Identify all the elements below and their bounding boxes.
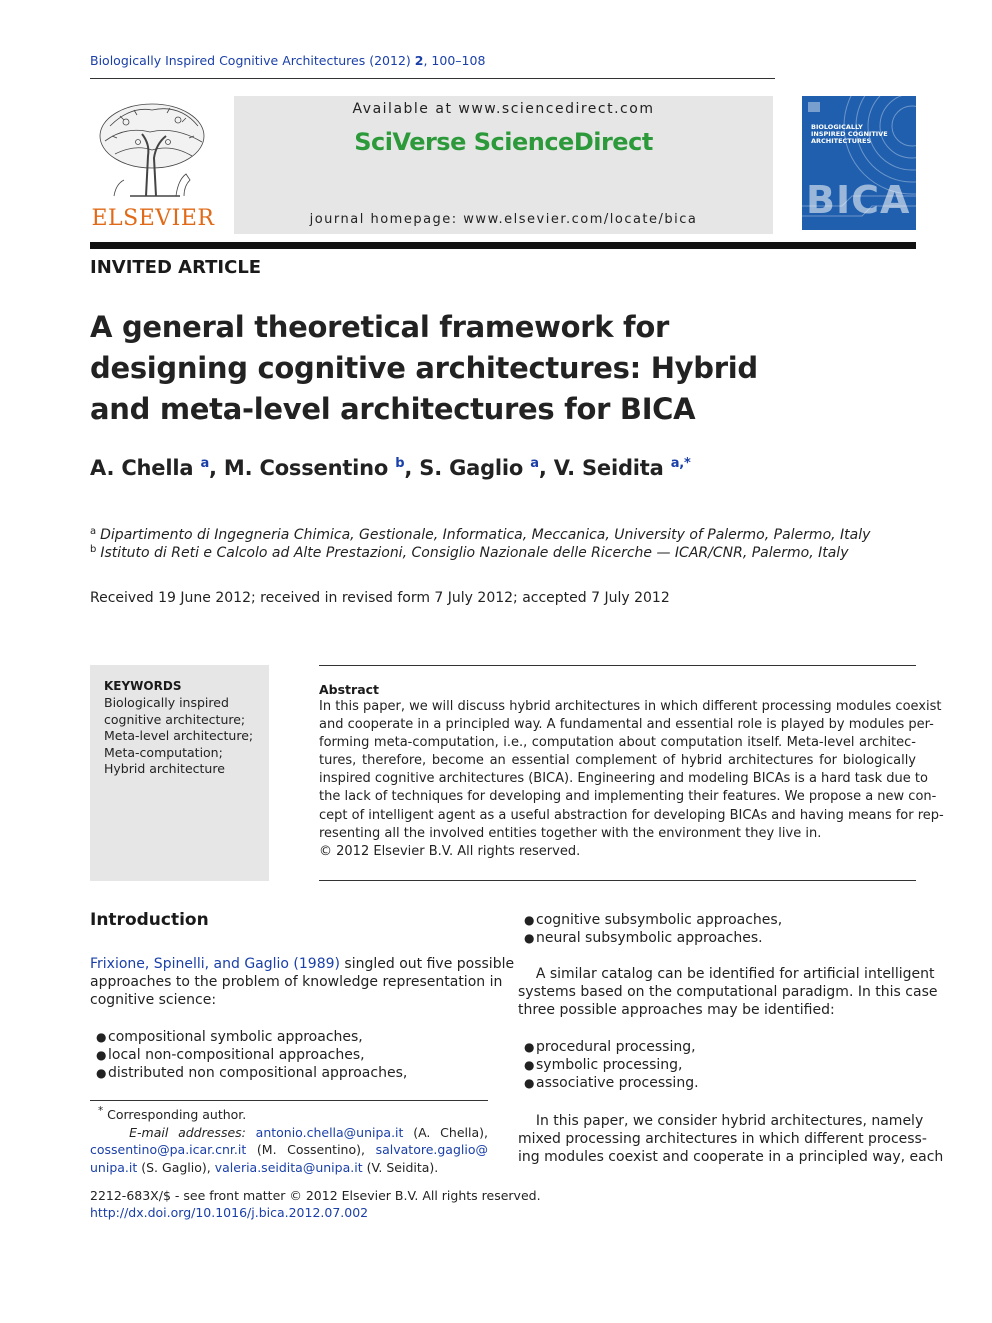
email-owner: (S. Gaglio), [141,1159,211,1175]
list-item [96,1028,488,1046]
footnote-line [90,1159,488,1177]
available-at-text[interactable]: Available at www.sciencedirect.com [352,101,655,117]
affiliation [90,544,848,561]
paragraph-line: mixed processing architectures in which different process- [518,1131,927,1148]
paragraph-line [90,955,515,973]
header-thick-divider [90,242,916,249]
bullet-icon: ● [96,1048,107,1063]
abstract-line: and cooperate in a principled way. A fundamental and essential role is played by modules per- [319,717,934,733]
top-divider [90,78,775,79]
processing-list [524,1038,916,1092]
journal-homepage[interactable]: journal homepage: www.elsevier.com/locate/bica [309,212,698,227]
title-line: designing cognitive architectures: Hybrid [90,351,758,385]
journal-pages: , 100–108 [423,53,486,68]
abstract-line: tures, therefore, become an essential complement of hybrid architectures for biologically [319,753,916,769]
author-affiliation-mark[interactable]: a [200,456,210,471]
list-item-text: symbolic processing, [536,1057,683,1074]
list-item [524,911,916,929]
abstract-line: cept of intelligent agent as a useful abstraction for developing BICAs and having means for rep- [319,807,944,823]
intro-paragraph-3 [518,1112,944,1166]
list-item-text: local non-compositional approaches, [108,1047,365,1064]
elsevier-tree-icon [90,96,218,204]
sciencedirect-banner [234,96,773,234]
elsevier-logo[interactable] [90,96,218,234]
journal-name[interactable]: Biologically Inspired Cognitive Architectures (2012) [90,53,411,68]
author-affiliation-mark[interactable]: a [530,456,539,471]
keyword-line: Hybrid architecture [104,761,225,776]
abstract-line: In this paper, we will discuss hybrid architectures in which different processing modules coexist [319,699,942,714]
list-item-text: associative processing. [536,1075,699,1092]
list-item-text: compositional symbolic approaches, [108,1029,363,1045]
list-item [524,1056,916,1074]
affiliation-text: Istituto di Reti e Calcolo ad Alte Prestazioni, Consiglio Nazionale delle Ricerche — ICAR/CNR, Palermo, Italy [100,545,849,561]
title-line: and meta-level architectures for BICA [90,392,696,426]
journal-cover[interactable] [802,96,916,230]
keyword-line: Biologically inspired [104,695,229,710]
abstract-body [319,698,944,861]
bullet-icon: ● [524,1040,535,1054]
list-item [96,1064,488,1082]
author-name[interactable]: V. Seidita [553,456,664,480]
footnote-line [90,1124,488,1142]
abstract-line: forming meta-computation, i.e., computation about computation itself. Meta-level architec- [319,735,916,751]
keyword-line: Meta-computation; [104,744,223,760]
affiliation-mark: a [90,526,97,537]
article-type: INVITED ARTICLE [90,257,262,278]
intro-paragraph-2 [518,965,938,1019]
footnote-line [90,1103,488,1124]
email-owner: (A. Chella), [413,1124,488,1140]
paragraph-line: systems based on the computational paradigm. In this case [518,984,938,1001]
list-item-text: distributed non compositional approaches, [108,1065,408,1082]
affiliation-text: Dipartimento di Ingegneria Chimica, Gestionale, Informatica, Meccanica, University of Palermo, Palermo, Italy [100,527,871,543]
elsevier-wordmark: ELSEVIER [91,206,215,231]
title-line: A general theoretical framework for [90,310,669,344]
cover-title: BIOLOGICALLY INSPIRED COGNITIVE ARCHITECTURES [811,123,888,145]
keywords-heading: KEYWORDS [104,679,182,693]
paragraph-line [518,1112,924,1130]
author-list: A. Chella $^a$, M. Cossentino $^b$, S. Gaglio $^a$, V. Seidita $^{a,*}$ [90,456,691,480]
abstract-line: resenting all the involved entities together with the environment they live in. [319,825,822,841]
paragraph-line: ing modules coexist and cooperate in a principled way, each [518,1149,944,1166]
footnote-star: * [97,1105,104,1117]
paragraph-text: singled out five possible [339,956,515,972]
cover-wordmark: BICA [806,178,911,222]
corresponding-author: Corresponding author. [107,1107,247,1123]
list-item [524,1074,916,1092]
keywords-box [90,665,269,881]
intro-paragraph-1 [90,955,515,1009]
author-name[interactable]: S. Gaglio [419,456,524,480]
email-label: E-mail addresses: [129,1124,246,1140]
subsymbolic-list [524,911,916,947]
list-item-text: cognitive subsymbolic approaches, [536,912,783,928]
footnote [90,1103,488,1176]
list-item-text: procedural processing, [536,1039,696,1055]
abstract-line: the lack of techniques for developing and implementing their features. We propose a new con- [319,789,937,805]
email-link[interactable]: cossentino@pa.icar.cnr.it [90,1142,247,1158]
abstract-copyright: © 2012 Elsevier B.V. All rights reserved. [319,843,581,859]
introduction-heading: Introduction [90,910,209,930]
paragraph-line: approaches to the problem of knowledge representation in [90,974,503,991]
list-item [524,929,916,947]
sciverse-logo[interactable]: SciVerse ScienceDirect [354,128,653,156]
email-link[interactable]: unipa.it [90,1159,138,1175]
keyword-line: cognitive architecture; [104,711,246,727]
author-name[interactable]: A. Chella [90,456,194,480]
journal-reference[interactable] [90,53,485,68]
bullet-icon: ● [96,1066,107,1081]
list-item [524,1038,916,1056]
paragraph-line: cognitive science: [90,992,217,1009]
received-dates: Received 19 June 2012; received in revised form 7 July 2012; accepted 7 July 2012 [90,590,670,606]
article-title [90,307,790,430]
bullet-icon: ● [524,1058,535,1073]
paragraph-text: A similar catalog can be identified for artificial intelligent [535,966,935,982]
footnote-line [90,1141,488,1159]
doi-link[interactable]: http://dx.doi.org/10.1016/j.bica.2012.07.002 [90,1205,369,1220]
list-item [96,1046,488,1064]
email-link[interactable]: valeria.seidita@unipa.it [214,1159,363,1175]
issn-line: 2212-683X/$ - see front matter © 2012 Elsevier B.V. All rights reserved. [90,1188,541,1203]
paragraph-text: In this paper, we consider hybrid architectures, namely [535,1113,924,1129]
list-item-text: neural subsymbolic approaches. [536,930,763,947]
email-link[interactable]: antonio.chella@unipa.it [255,1124,404,1140]
affiliation [90,526,870,543]
abstract-line: inspired cognitive architectures (BICA). Engineering and modeling BICAs is a hard task due to [319,771,928,787]
citation-link[interactable]: Frixione, Spinelli, and Gaglio (1989) [90,956,340,972]
footnote-divider [90,1100,488,1101]
email-owner: (M. Cossentino), [256,1142,365,1158]
paragraph-line [518,965,935,983]
keyword-line: Meta-level architecture; [104,728,254,743]
bullet-icon: ● [96,1030,107,1044]
author-affiliation-mark[interactable]: b [395,456,405,471]
journal-volume: 2 [414,53,424,68]
author-affiliation-mark[interactable]: a,* [670,456,691,471]
bullet-icon: ● [524,913,535,927]
abstract-bottom-rule [319,880,916,881]
abstract-heading: Abstract [319,682,380,697]
bullet-icon: ● [524,1076,535,1091]
bullet-icon: ● [524,931,535,946]
affiliation-mark: b [90,544,97,555]
author-name[interactable]: M. Cossentino [223,456,389,480]
paragraph-line: three possible approaches may be identified: [518,1002,835,1019]
email-owner: (V. Seidita). [366,1159,439,1175]
abstract-top-rule [319,665,916,666]
email-link[interactable]: salvatore.gaglio@ [375,1142,488,1158]
approaches-list [96,1028,488,1082]
